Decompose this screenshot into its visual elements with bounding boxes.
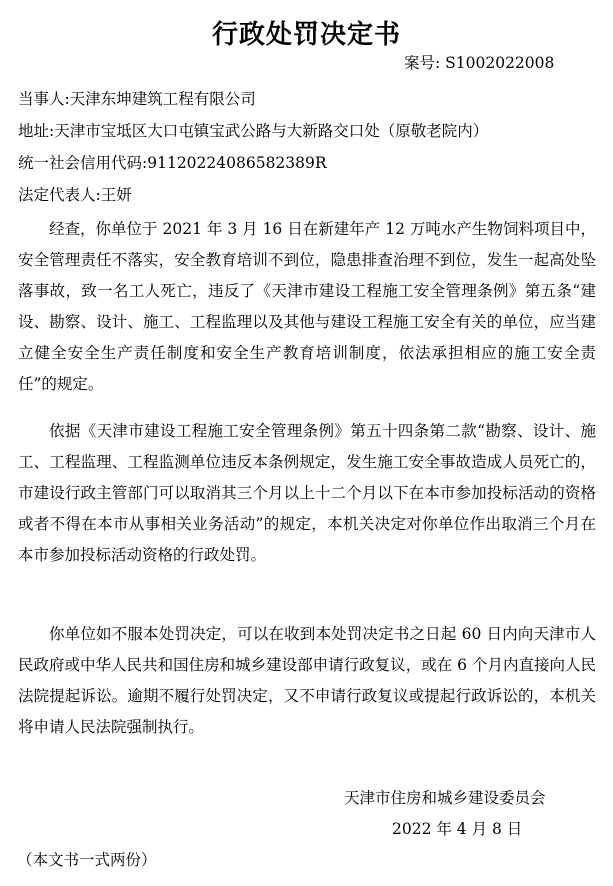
legal-rep-label: 法定代表人:: [18, 186, 101, 204]
party-field: [18, 87, 256, 109]
address-value: 天津市宝坻区大口屯镇宝武公路与大新路交口处（原敬老院内）: [54, 122, 489, 140]
document-title: 行政处罚决定书: [211, 20, 401, 50]
legal-rep-field: [18, 183, 132, 205]
address-label: 地址:: [18, 122, 55, 140]
finding-paragraph: 经查，你单位于 2021 年 3 月 16 日在新建年产 12 万吨水产生物饲料项目中，安全管理责任不落实，安全教育培训不到位，隐患排查治理不到位，发生一起高处坠落事故，致一名工人死亡，违反了《天津市建设工程施工安全管理条例》第五条“建设、勘察、设计、施工、工程监理以及其他与建设工程施工安全有关的单位，应当建立健全安全生产责任制度和安全生产教育培训制度，依法承担相应的施工安全责任”的规定。: [18, 220, 596, 393]
party-value: 天津东坤建筑工程有限公司: [69, 90, 256, 108]
penalty-basis-paragraph: 依据《天津市建设工程施工安全管理条例》第五十四条第二款“勘察、设计、施工、工程监理、工程监测单位违反本条例规定，发生施工安全事故造成人员死亡的，市建设行政主管部门可以取消其三个月以上十二个月以下在本市参加投标活动的资格或者不得在本市从事相关业务活动”的规定，本机关决定对你单位作出取消三个月在本市参加投标活动资格的行政处罚。: [18, 422, 596, 564]
party-label: 当事人:: [18, 90, 70, 108]
legal-rep-value: 王妍: [100, 186, 132, 204]
credit-code-label: 统一社会信用代码:: [18, 154, 148, 172]
issuing-authority: 天津市住房和城乡建设委员会: [344, 789, 546, 807]
copies-note: （本文书一式两份）: [17, 851, 157, 869]
appeal-rights-paragraph: 你单位如不服本处罚决定，可以在收到本处罚决定书之日起 60 日内向天津市人民政府或中华人民共和国住房和城乡建设部申请行政复议，或在 6 个月内直接向人民法院提起诉讼。逾期不履行处罚决定，又不申请行政复议或提起行政诉讼的，本机关将申请人民法院强制执行。: [18, 625, 596, 736]
address-field: [18, 119, 488, 141]
credit-code-field: [18, 151, 327, 173]
case-number: 案号: S1002022008: [404, 54, 555, 72]
credit-code-value: 91120224086582389R: [147, 154, 327, 172]
issue-date: 2022 年 4 月 8 日: [392, 820, 523, 838]
